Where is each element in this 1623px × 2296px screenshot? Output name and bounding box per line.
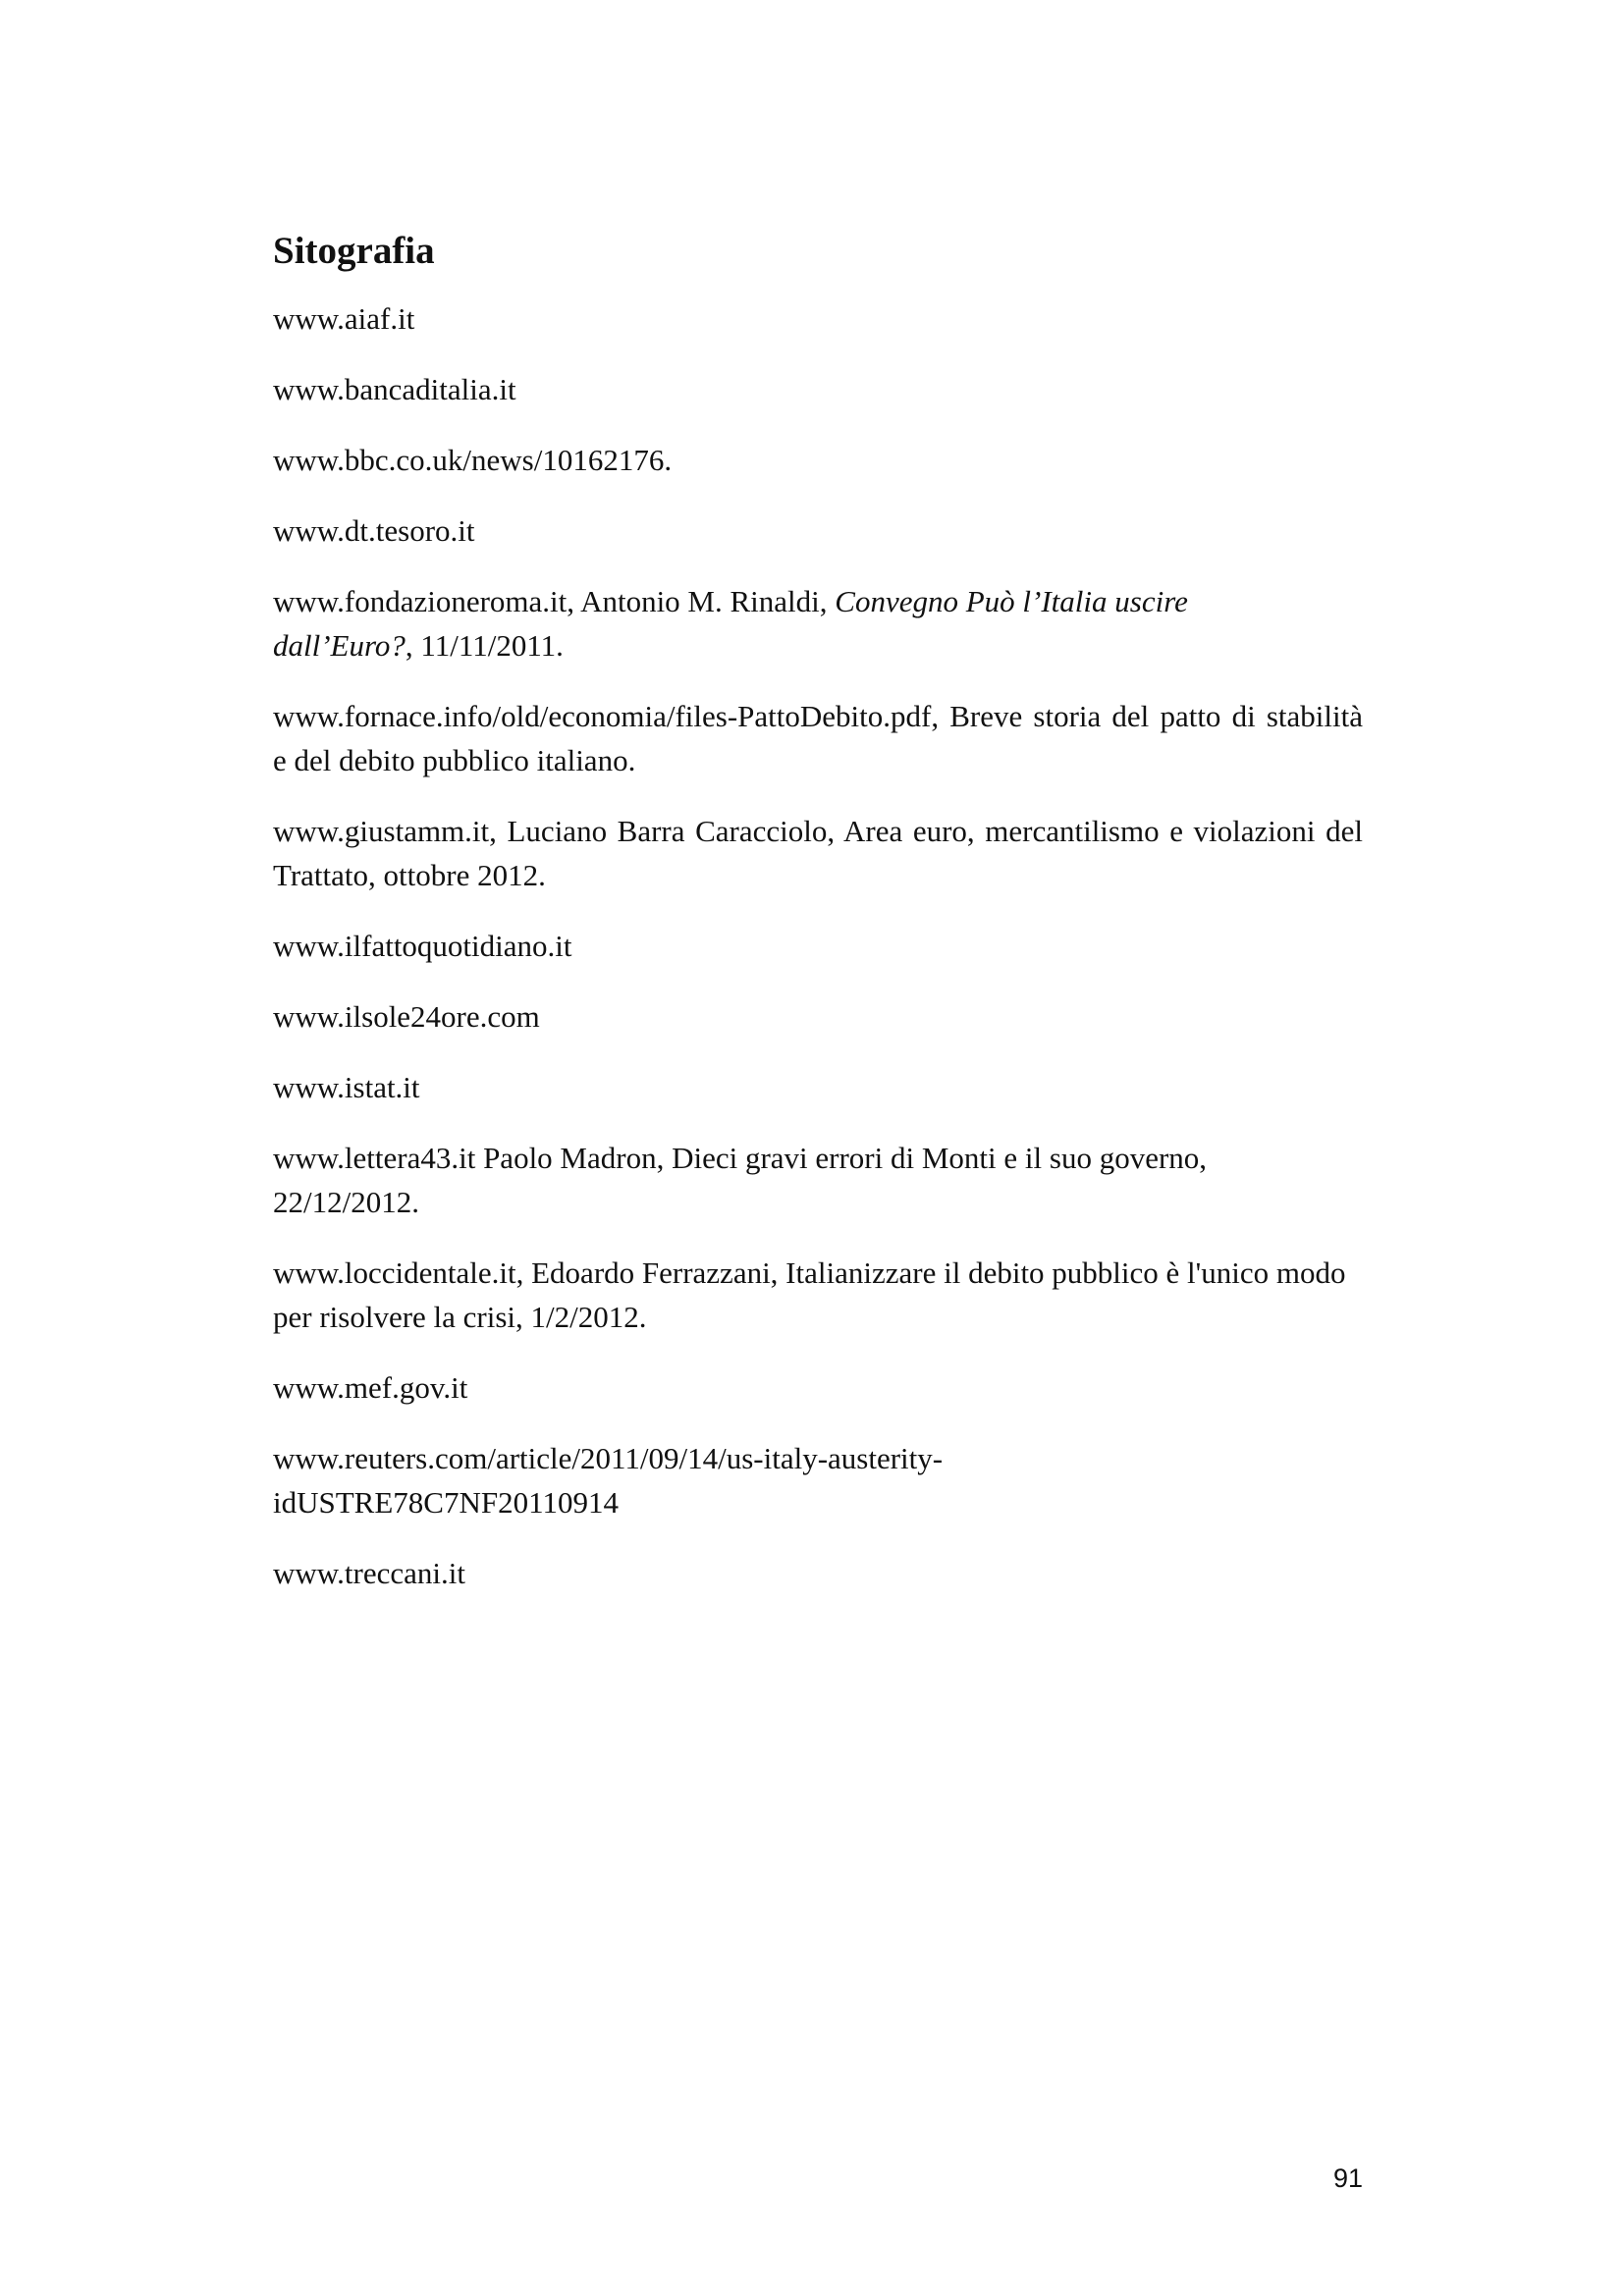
entry-text: www.treccani.it [273, 1556, 465, 1590]
entry-text: www.giustamm.it, Luciano Barra Caracciolo, Area euro, mercantilismo e violazioni del Trattato, ottobre 2012. [273, 814, 1363, 892]
list-item [273, 1436, 1363, 1524]
entry-text: www.loccidentale.it, Edoardo Ferrazzani, Italianizzare il debito pubblico è l'unico modo per risolvere la crisi, 1/2/2012. [273, 1255, 1346, 1334]
list-item [273, 1136, 1363, 1224]
list-item [273, 1551, 1363, 1595]
list-item [273, 1251, 1363, 1339]
entry-text: www.ilsole24ore.com [273, 999, 540, 1034]
entry-text: www.ilfattoquotidiano.it [273, 929, 572, 963]
entry-text: www.lettera43.it Paolo Madron, Dieci gravi errori di Monti e il suo governo, 22/12/2012. [273, 1141, 1208, 1219]
list-item [273, 1065, 1363, 1109]
list-item [273, 1365, 1363, 1410]
list-item [273, 809, 1363, 897]
page-content [273, 228, 1363, 1622]
entry-text: www.aiaf.it [273, 301, 415, 336]
list-item [273, 296, 1363, 341]
entry-italic-title: Convegno Può l’Italia uscire dall’Euro? [273, 584, 1188, 663]
entry-text: www.istat.it [273, 1070, 420, 1104]
entry-text: www.mef.gov.it [273, 1370, 468, 1405]
list-item [273, 994, 1363, 1039]
entry-text: www.dt.tesoro.it [273, 513, 475, 548]
sitography-list [273, 296, 1363, 1595]
entry-text: www.bancaditalia.it [273, 372, 516, 406]
entry-suffix: , 11/11/2011. [405, 628, 564, 663]
list-item [273, 924, 1363, 968]
list-item [273, 438, 1363, 482]
list-item [273, 508, 1363, 553]
entry-text: www.bbc.co.uk/news/10162176. [273, 443, 673, 477]
list-item [273, 367, 1363, 411]
list-item [273, 694, 1363, 782]
entry-text: www.fornace.info/old/economia/files-PattoDebito.pdf, Breve storia del patto di stabilità e del debito pubblico italiano. [273, 699, 1363, 777]
entry-text: www.reuters.com/article/2011/09/14/us-italy-austerity-idUSTRE78C7NF20110914 [273, 1441, 944, 1520]
page-title: Sitografia [273, 230, 435, 272]
entry-text: www.fondazioneroma.it, Antonio M. Rinaldi, [273, 584, 836, 618]
list-item [273, 579, 1363, 667]
page-number: 91 [1332, 2163, 1363, 2193]
